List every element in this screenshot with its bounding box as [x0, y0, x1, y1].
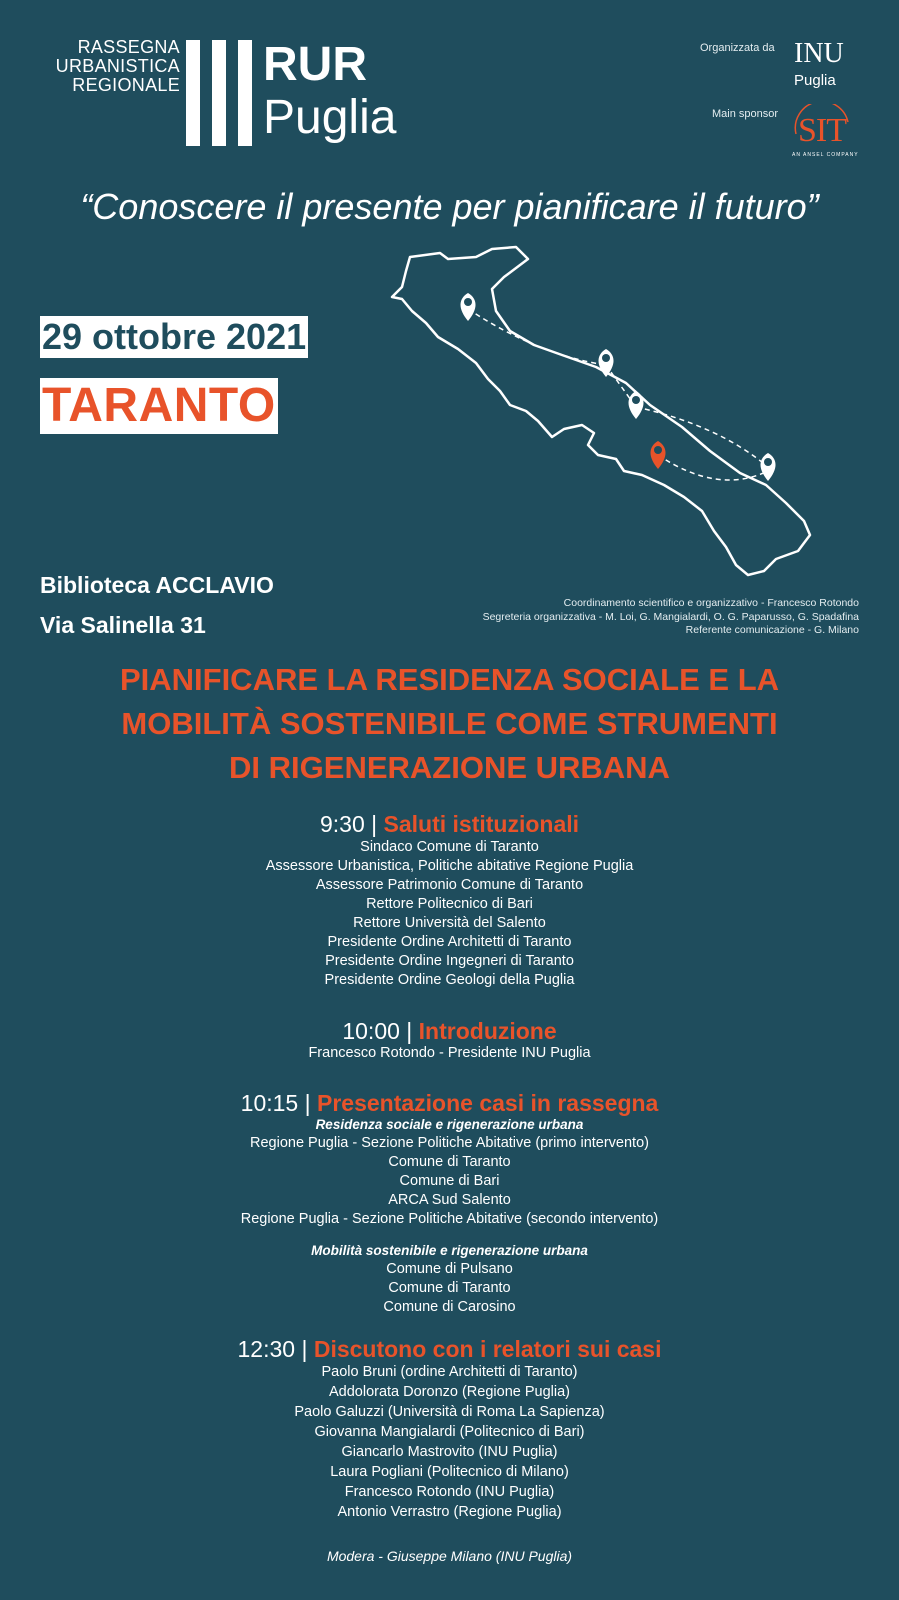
event-date: 29 ottobre 2021: [42, 316, 307, 357]
list-item: Paolo Bruni (ordine Architetti di Taranto): [321, 1364, 578, 1380]
map-pin-icon: [461, 293, 476, 321]
program-section-list: [0, 1362, 899, 1522]
venue-address: Via Salinella 31: [40, 612, 206, 638]
program-section-heading: [0, 1336, 899, 1362]
event-title-line: MOBILITÀ SOSTENIBILE COME STRUMENTI: [121, 706, 778, 741]
credits: [483, 597, 859, 638]
list-item: Giovanna Mangialardi (Politecnico di Bari): [314, 1424, 585, 1440]
rur-bars-logo: [186, 40, 252, 146]
list-item: Presidente Ordine Ingegneri di Taranto: [325, 953, 574, 969]
event-title-line: DI RIGENERAZIONE URBANA: [229, 750, 670, 785]
list-subheading: Mobilità sostenibile e rigenerazione urbana: [311, 1243, 588, 1258]
list-item: Presidente Ordine Geologi della Puglia: [324, 972, 575, 988]
list-subheading: Residenza sociale e rigenerazione urbana: [315, 1117, 584, 1132]
program-section-list: [0, 1115, 899, 1317]
credit-line: Segreteria organizzativa - M. Loi, G. Mangialardi, O. G. Paparusso, G. Spadafina: [482, 610, 859, 623]
rassegna-line: REGIONALE: [72, 75, 180, 95]
section-time: 10:00: [342, 1018, 400, 1044]
list-item: Comune di Taranto: [388, 1154, 511, 1170]
list-spacer: [0, 1229, 899, 1241]
list-item: Assessore Urbanistica, Politiche abitative Regione Puglia: [265, 858, 634, 874]
inu-logo: INU: [794, 38, 844, 69]
venue-name: Biblioteca ACCLAVIO: [40, 572, 274, 598]
section-title: Presentazione casi in rassegna: [317, 1090, 659, 1116]
list-item: Giancarlo Mastrovito (INU Puglia): [341, 1444, 558, 1460]
list-item: Laura Pogliani (Politecnico di Milano): [330, 1464, 569, 1480]
list-item: Comune di Bari: [399, 1173, 500, 1189]
list-item: Comune di Carosino: [383, 1299, 516, 1315]
credit-line: Coordinamento scientifico e organizzativo - Francesco Rotondo: [563, 597, 859, 609]
program-section-list: [0, 1044, 899, 1063]
list-item: Sindaco Comune di Taranto: [360, 839, 539, 855]
event-city: TARANTO: [42, 379, 276, 432]
list-item: Rettore Politecnico di Bari: [366, 896, 533, 912]
list-item: Presidente Ordine Architetti di Taranto: [327, 934, 572, 950]
sponsor-label: Main sponsor: [712, 108, 779, 120]
list-item: Antonio Verrastro (Regione Puglia): [337, 1504, 562, 1520]
organizer-label: Organizzata da: [700, 42, 775, 54]
list-item: Addolorata Doronzo (Regione Puglia): [328, 1384, 570, 1400]
list-item: Paolo Galuzzi (Università di Roma La Sapienza): [294, 1404, 605, 1420]
section-title: Introduzione: [418, 1018, 557, 1044]
rassegna-line: RASSEGNA: [77, 37, 180, 57]
sit-logo-tagline: AN ANSEL COMPANY: [792, 152, 859, 158]
section-time: 12:30: [237, 1336, 296, 1362]
list-item: Francesco Rotondo - Presidente INU Puglia: [308, 1045, 591, 1061]
program-section-heading: [0, 1018, 899, 1044]
section-separator: |: [304, 1090, 311, 1116]
credit-line: Referente comunicazione - G. Milano: [685, 624, 859, 636]
section-title: Saluti istituzionali: [383, 811, 580, 837]
program-section-heading: [0, 1090, 899, 1116]
map-pin-icon: [651, 441, 666, 469]
rur-title: RUR: [263, 38, 367, 91]
section-separator: |: [301, 1336, 308, 1362]
list-item: ARCA Sud Salento: [388, 1192, 511, 1208]
list-item: Comune di Taranto: [388, 1280, 511, 1296]
list-item: Comune di Pulsano: [386, 1261, 513, 1277]
list-item: Regione Puglia - Sezione Politiche Abitative (primo intervento): [250, 1135, 649, 1151]
moderator: Modera - Giuseppe Milano (INU Puglia): [326, 1548, 573, 1564]
rassegna-label: [40, 38, 180, 95]
section-separator: |: [406, 1018, 413, 1044]
region-title: Puglia: [263, 91, 397, 144]
logo-bar: [212, 40, 226, 146]
program-section-list: [0, 838, 899, 990]
map-pin-icon: [761, 453, 776, 481]
inu-logo-sub: Puglia: [794, 72, 836, 89]
section-separator: |: [371, 811, 378, 837]
event-quote: “Conoscere il presente per pianificare il futuro”: [80, 186, 819, 227]
list-item: Regione Puglia - Sezione Politiche Abitative (secondo intervento): [240, 1211, 659, 1227]
event-title: [40, 658, 859, 790]
sit-logo: [788, 104, 860, 162]
rassegna-line: URBANISTICA: [55, 56, 180, 76]
event-title-line: PIANIFICARE LA RESIDENZA SOCIALE E LA: [119, 662, 780, 697]
map-pin-icon: [629, 391, 644, 419]
list-item: Assessore Patrimonio Comune di Taranto: [315, 877, 584, 893]
program-section-heading: [0, 811, 899, 837]
list-item: Rettore Università del Salento: [353, 915, 546, 931]
list-item: Francesco Rotondo (INU Puglia): [344, 1484, 555, 1500]
logo-bar: [238, 40, 252, 146]
section-time: 10:15: [240, 1090, 299, 1116]
section-time: 9:30: [319, 811, 365, 837]
sit-logo-text: SIT: [798, 112, 846, 149]
logo-bar: [186, 40, 200, 146]
puglia-map-icon: [388, 245, 838, 590]
section-title: Discutono con i relatori sui casi: [313, 1336, 662, 1362]
